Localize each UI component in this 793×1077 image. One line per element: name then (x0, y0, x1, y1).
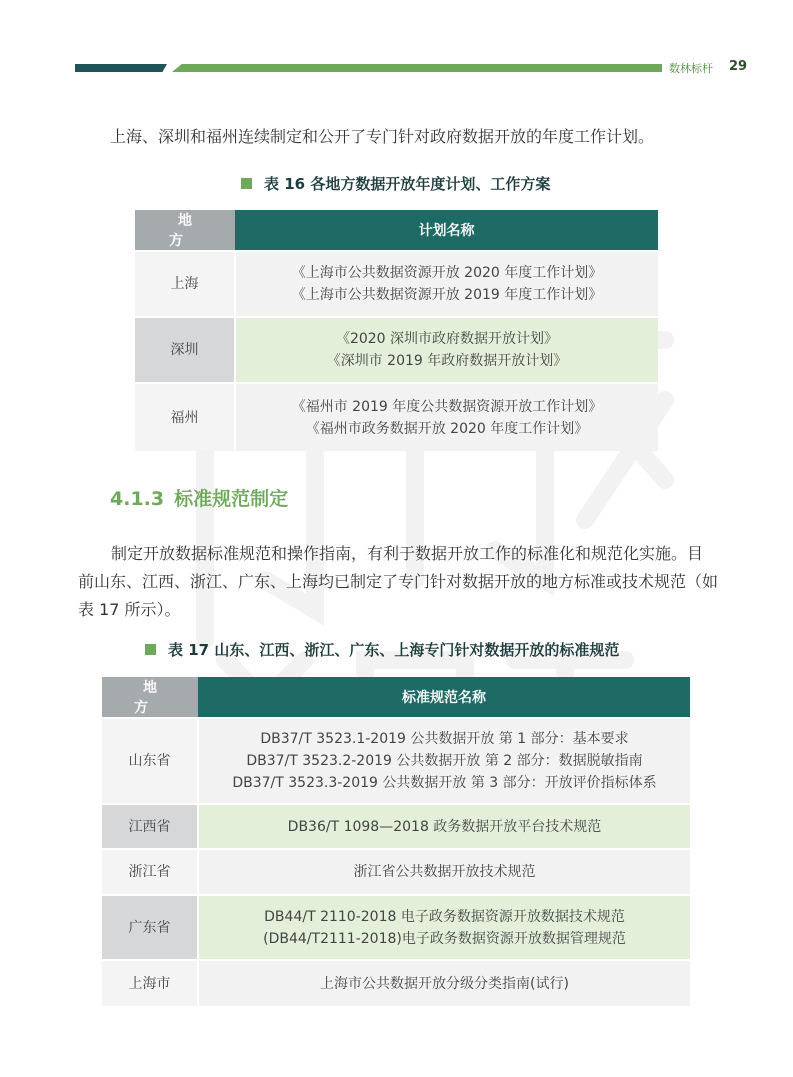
table17-caption-text: 表 17 山东、江西、浙江、广东、上海专门针对数据开放的标准规范 (168, 641, 620, 659)
table-row (102, 804, 690, 849)
table-16 (135, 210, 658, 451)
table-cell-line: 《上海市公共数据资源开放 2020 年度工作计划》 (291, 265, 603, 281)
table-cell-line: DB37/T 3523.3-2019 公共数据开放 第 3 部分：开放评价指标体系 (232, 775, 657, 791)
page-number: 29 (729, 59, 748, 74)
table-row (135, 251, 658, 317)
table-cell-name (198, 718, 690, 804)
table-cell-name (198, 804, 690, 849)
caption-square-icon (145, 644, 156, 655)
table-cell-line: DB36/T 1098—2018 政务数据开放平台技术规范 (287, 818, 602, 835)
header-bar-green (172, 64, 662, 72)
table-cell-line: 《上海市公共数据资源开放 2019 年度工作计划》 (291, 287, 603, 303)
table-17 (102, 677, 690, 1006)
table-row (102, 960, 690, 1006)
table-cell-name (198, 849, 690, 895)
body-paragraph: 制定开放数据标准规范和操作指南，有利于数据开放工作的标准化和规范化实施。目前山东、江西、浙江、广东、上海均已制定了专门针对数据开放的地方标准或技术规范（如表 17 所示）。 (78, 544, 719, 619)
caption-square-icon (241, 178, 252, 189)
table-cell-name (235, 383, 658, 451)
table-cell-region: 上海市 (102, 960, 198, 1006)
table-cell-line: 《福州市 2019 年度公共数据资源开放工作计划》 (291, 398, 603, 415)
table-cell-line: 《2020 深圳市政府数据开放计划》 (335, 331, 559, 347)
table-cell-region: 江西省 (102, 804, 198, 849)
table16-caption-text: 表 16 各地方数据开放年度计划、工作方案 (264, 175, 551, 193)
table-cell-line: DB44/T 2110-2018 电子政务数据资源开放数据技术规范 (264, 908, 625, 925)
table-cell-line: 上海市公共数据开放分级分类指南(试行) (320, 975, 569, 992)
table-cell-line: 《福州市政务数据开放 2020 年度工作计划》 (305, 420, 589, 437)
table-cell-line: 《深圳市 2019 年政府数据开放计划》 (326, 353, 568, 369)
table17-caption (145, 639, 619, 660)
table-cell-line: DB37/T 3523.1-2019 公共数据开放 第 1 部分：基本要求 (260, 731, 629, 747)
table-row (135, 383, 658, 451)
section-title: 标准规范制定 (174, 488, 289, 510)
intro-paragraph: 上海、深圳和福州连续制定和公开了专门针对政府数据开放的年度工作计划。 (110, 127, 655, 146)
table-cell-region: 浙江省 (102, 849, 198, 895)
table-cell-name (198, 960, 690, 1006)
table-row (135, 317, 658, 383)
table-row (102, 895, 690, 960)
table-cell-region: 上海 (135, 251, 235, 317)
table-cell-line: 浙江省公共数据开放技术规范 (353, 864, 536, 880)
table-cell-region: 深圳 (135, 317, 235, 383)
table-cell-line: (DB44/T2111-2018)电子政务数据资源开放数据管理规范 (263, 930, 626, 947)
table-row (102, 718, 690, 804)
table-cell-line: DB37/T 3523.2-2019 公共数据开放 第 2 部分：数据脱敏指南 (246, 753, 643, 769)
section-heading (110, 484, 288, 511)
table16-header-name: 计划名称 (235, 210, 658, 251)
header-label: 数林标杆 (669, 62, 713, 75)
table-cell-name (235, 317, 658, 383)
table-cell-name (235, 251, 658, 317)
section-number: 4.1.3 (110, 488, 165, 510)
table-cell-name (198, 895, 690, 960)
table-cell-region: 山东省 (102, 718, 198, 804)
table16-header-region: 地 方 (135, 210, 235, 251)
table-row (102, 849, 690, 895)
header-bar-dark (75, 64, 167, 72)
table-cell-region: 广东省 (102, 895, 198, 960)
table17-header-region: 地 方 (102, 677, 198, 718)
table17-header-name: 标准规范名称 (198, 677, 690, 718)
table-cell-region: 福州 (135, 383, 235, 451)
table16-caption (241, 173, 550, 194)
